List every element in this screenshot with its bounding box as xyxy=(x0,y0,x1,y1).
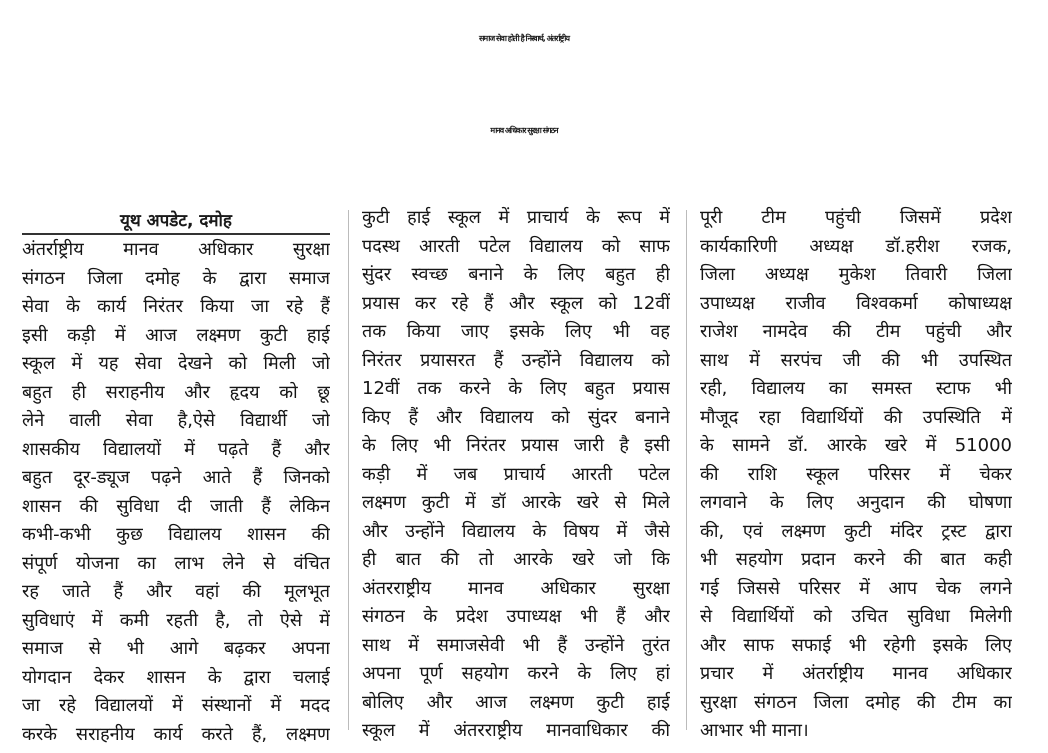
text-line: लगवाने के लिए अनुदान की घोषणा xyxy=(700,492,1012,513)
text-line: स्कूल में अंतरराष्ट्रीय मानवाधिकार की xyxy=(362,720,670,741)
text-line: अंतर्राष्ट्रीय मानव अधिकार सुरक्षा xyxy=(22,239,330,260)
text-line: समाज से भी आगे बढ़कर अपना xyxy=(22,638,330,659)
text-line: सुरक्षा संगठन जिला दमोह की टीम का xyxy=(700,691,1012,713)
text-line: कुटी हाई स्कूल में प्राचार्य के रूप में xyxy=(362,207,670,228)
text-line: की राशि स्कूल परिसर में चेकर xyxy=(700,463,1012,485)
text-line: राजेश नामदेव की टीम पहुंची और xyxy=(700,321,1012,342)
text-line: 12वीं तक करने के लिए बहुत प्रयास xyxy=(362,378,670,399)
text-line: संपूर्ण योजना का लाभ लेने से वंचित xyxy=(22,552,330,574)
text-line: साथ में समाजसेवी भी हैं उन्होंने तुरंत xyxy=(362,634,670,656)
text-line: भी सहयोग प्रदान करने की बात कही xyxy=(700,549,1012,570)
headline-line-1: समाज सेवा होती है निस्वार्थ, अंतर्राष्ट्रीय xyxy=(479,34,569,43)
text-line: इसी कड़ी में आज लक्ष्मण कुटी हाई xyxy=(22,324,330,346)
text-line: शासन की सुविधा दी जाती हैं लेकिन xyxy=(22,495,330,517)
text-line: निरंतर प्रयासरत हैं उन्होंने विद्यालय को xyxy=(362,349,670,371)
text-line: अंतरराष्ट्रीय मानव अधिकार सुरक्षा xyxy=(362,577,670,599)
text-line: संगठन के प्रदेश उपाध्यक्ष भी हैं और xyxy=(362,606,670,627)
text-line: से विद्यार्थियों को उचित सुविधा मिलेगी xyxy=(700,606,1012,627)
byline: यूथ अपडेट, दमोह xyxy=(120,211,232,231)
text-line: संगठन जिला दमोह के द्वारा समाज xyxy=(22,267,330,289)
text-line: स्कूल में यह सेवा देखने को मिली जो xyxy=(22,353,330,374)
text-line: बोलिए और आज लक्ष्मण कुटी हाई xyxy=(362,691,670,713)
article-column-2 xyxy=(362,204,670,746)
text-line: बहुत ही सराहनीय और हृदय को छू xyxy=(22,381,330,403)
text-line: रही, विद्यालय का समस्त स्टाफ भी xyxy=(700,378,1012,399)
text-line: ही बात की तो आरके खरे जो कि xyxy=(362,549,670,570)
column-divider xyxy=(348,210,349,730)
text-line: जा रहे विद्यालयों में संस्थानों में मदद xyxy=(22,695,330,716)
text-line: उपाध्यक्ष राजीव विश्वकर्मा कोषाध्यक्ष xyxy=(700,292,1012,314)
text-line: मौजूद रहा विद्यार्थियों की उपस्थिति में xyxy=(700,406,1012,428)
text-line: आभार भी माना। xyxy=(700,720,809,741)
text-line: सेवा के कार्य निरंतर किया जा रहे हैं xyxy=(22,296,330,317)
text-line: अपना पूर्ण सहयोग करने के लिए हां xyxy=(362,663,670,684)
text-line: सुंदर स्वच्छ बनाने के लिए बहुत ही xyxy=(362,264,670,285)
text-line: लक्ष्मण कुटी में डॉ आरके खरे से मिले xyxy=(362,492,670,513)
text-line: कड़ी में जब प्राचार्य आरती पटेल xyxy=(362,463,670,485)
column-divider xyxy=(686,210,687,730)
text-line: रह जाते हैं और वहां की मूलभूत xyxy=(22,581,330,602)
text-line: की, एवं लक्ष्मण कुटी मंदिर ट्रस्ट द्वारा xyxy=(700,520,1012,542)
text-line: योगदान देकर शासन के द्वारा चलाई xyxy=(22,666,330,688)
text-line: जिला अध्यक्ष मुकेश तिवारी जिला xyxy=(700,264,1012,285)
text-line: लेने वाली सेवा है,ऐसे विद्यार्थी जो xyxy=(22,410,330,431)
article-column-3 xyxy=(700,204,1012,746)
text-line: तक किया जाए इसके लिए भी वह xyxy=(362,321,670,342)
text-line: साथ में सरपंच जी की भी उपस्थित xyxy=(700,349,1012,371)
article-column-1 xyxy=(22,236,330,749)
text-line: शासकीय विद्यालयों में पढ़ते हैं और xyxy=(22,438,330,460)
text-line: पदस्थ आरती पटेल विद्यालय को साफ xyxy=(362,235,670,257)
text-line: कार्यकारिणी अध्यक्ष डॉ.हरीश रजक, xyxy=(700,235,1012,257)
text-line: प्रयास कर रहे हैं और स्कूल को 12वीं xyxy=(362,292,670,314)
text-line: बहुत दूर-ड्यूज पढ़ने आते हैं जिनको xyxy=(22,467,330,488)
text-line: और उन्होंने विद्यालय के विषय में जैसे xyxy=(362,520,670,542)
text-line: के लिए भी निरंतर प्रयास जारी है इसी xyxy=(362,435,670,456)
text-line: किए हैं और विद्यालय को सुंदर बनाने xyxy=(362,406,670,428)
text-line: कभी-कभी कुछ विद्यालय शासन की xyxy=(22,524,330,545)
text-line: के सामने डॉ. आरके खरे में 51000 xyxy=(700,435,1012,456)
text-line: गई जिससे परिसर में आप चेक लगने xyxy=(700,577,1012,599)
text-line: करके सराहनीय कार्य करते हैं, लक्ष्मण xyxy=(22,723,330,745)
text-line: पूरी टीम पहुंची जिसमें प्रदेश xyxy=(700,207,1012,228)
headline-line-2: मानव अधिकार सुरक्षा संगठन xyxy=(490,126,558,135)
text-line: प्रचार में अंतर्राष्ट्रीय मानव अधिकार xyxy=(700,663,1012,684)
text-line: सुविधाएं में कमी रहती है, तो ऐसे में xyxy=(22,609,330,631)
text-line: और साफ सफाई भी रहेगी इसके लिए xyxy=(700,634,1012,656)
byline-underline xyxy=(22,233,330,235)
